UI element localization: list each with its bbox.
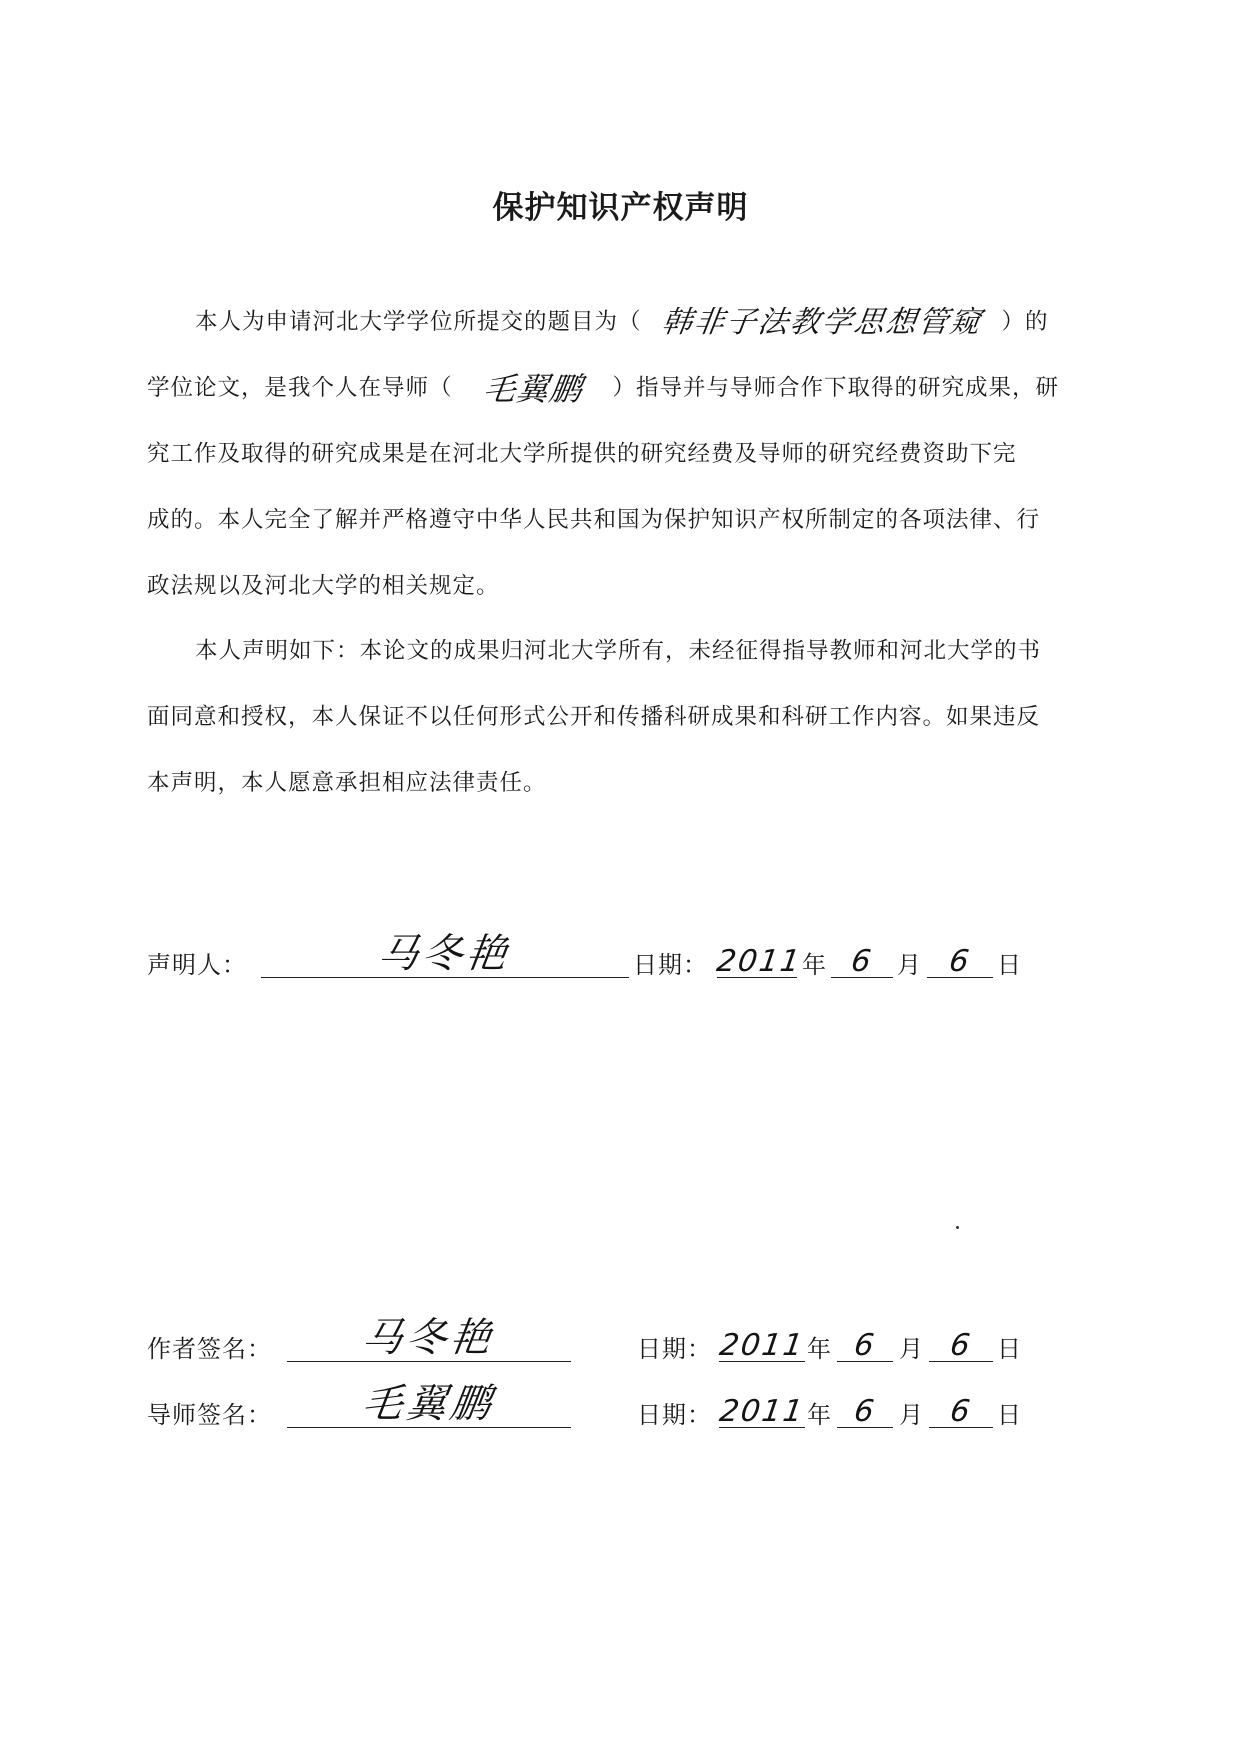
paragraph-line <box>147 289 1091 355</box>
day-unit: 日 <box>997 1401 1022 1429</box>
supervisor-signature: 毛翼鹏 <box>359 1381 498 1427</box>
paragraph-line: 究工作及取得的研究成果是在河北大学所提供的研究经费及导师的研究经费资助下完 <box>147 441 1017 467</box>
paragraph-line <box>147 355 1091 421</box>
year-unit: 年 <box>802 951 827 979</box>
paragraph-line: 政法规以及河北大学的相关规定。 <box>147 573 500 599</box>
month-unit: 月 <box>899 1401 924 1429</box>
handwritten-day: 6 <box>947 1394 975 1429</box>
month-field <box>837 1379 893 1428</box>
month-field <box>831 929 893 978</box>
author-signature: 马冬艳 <box>359 1315 498 1361</box>
author-label: 作者签名： <box>147 1335 272 1363</box>
declarant-signature-field <box>261 929 629 978</box>
text-segment: ）的 <box>1001 309 1049 335</box>
handwritten-advisor-name: 毛翼鹏 <box>480 370 585 408</box>
handwritten-month: 6 <box>848 944 876 979</box>
handwritten-month: 6 <box>851 1328 879 1363</box>
day-field <box>929 1379 993 1428</box>
year-field <box>714 929 804 979</box>
supervisor-signature-row <box>147 1378 1047 1438</box>
day-unit: 日 <box>997 951 1022 979</box>
handwritten-year: 2011 <box>717 1328 807 1363</box>
declarant-signature-row <box>147 928 1047 988</box>
page-title: 保护知识产权声明 <box>492 190 749 226</box>
text-segment: 本人为申请河北大学学位所提交的题目为（ <box>195 309 642 335</box>
author-signature-row <box>147 1312 1047 1372</box>
declaration-paragraph-1 <box>147 289 1091 619</box>
handwritten-day: 6 <box>946 944 974 979</box>
day-field <box>929 1313 993 1362</box>
declaration-paragraph-2 <box>147 618 1091 816</box>
handwritten-year: 2011 <box>717 1394 807 1429</box>
text-segment: ）指导并与导师合作下取得的研究成果，研 <box>612 375 1060 401</box>
year-unit: 年 <box>807 1401 832 1429</box>
declarant-label: 声明人： <box>147 951 247 979</box>
year-unit: 年 <box>807 1335 832 1363</box>
handwritten-month: 6 <box>851 1394 879 1429</box>
supervisor-label: 导师签名： <box>147 1401 272 1429</box>
date-label: 日期： <box>637 1401 712 1429</box>
month-field <box>837 1313 893 1362</box>
text-segment: 学位论文，是我个人在导师（ <box>147 375 453 401</box>
supervisor-signature-field <box>287 1379 571 1428</box>
paragraph-line: 本声明，本人愿意承担相应法律责任。 <box>147 770 547 796</box>
month-unit: 月 <box>897 951 922 979</box>
day-field <box>927 929 993 978</box>
paragraph-line: 面同意和授权，本人保证不以任何形式公开和传播科研成果和科研工作内容。如果违反 <box>147 704 1041 730</box>
paragraph-line: 本人声明如下：本论文的成果归河北大学所有，未经征得指导教师和河北大学的书 <box>195 638 1042 664</box>
author-signature-field <box>287 1313 571 1362</box>
year-field <box>719 1313 805 1362</box>
declarant-signature: 马冬艳 <box>375 931 514 977</box>
date-label: 日期： <box>633 951 708 979</box>
handwritten-thesis-title: 韩非子法教学思想管窥 <box>659 305 985 340</box>
handwritten-day: 6 <box>947 1328 975 1363</box>
paragraph-line: 成的。本人完全了解并严格遵守中华人民共和国为保护知识产权所制定的各项法律、行 <box>147 507 1041 533</box>
day-unit: 日 <box>997 1335 1022 1363</box>
scan-speck <box>956 1226 959 1229</box>
year-field <box>719 1379 805 1428</box>
month-unit: 月 <box>899 1335 924 1363</box>
date-label: 日期： <box>637 1335 712 1363</box>
handwritten-year: 2011 <box>714 944 804 979</box>
